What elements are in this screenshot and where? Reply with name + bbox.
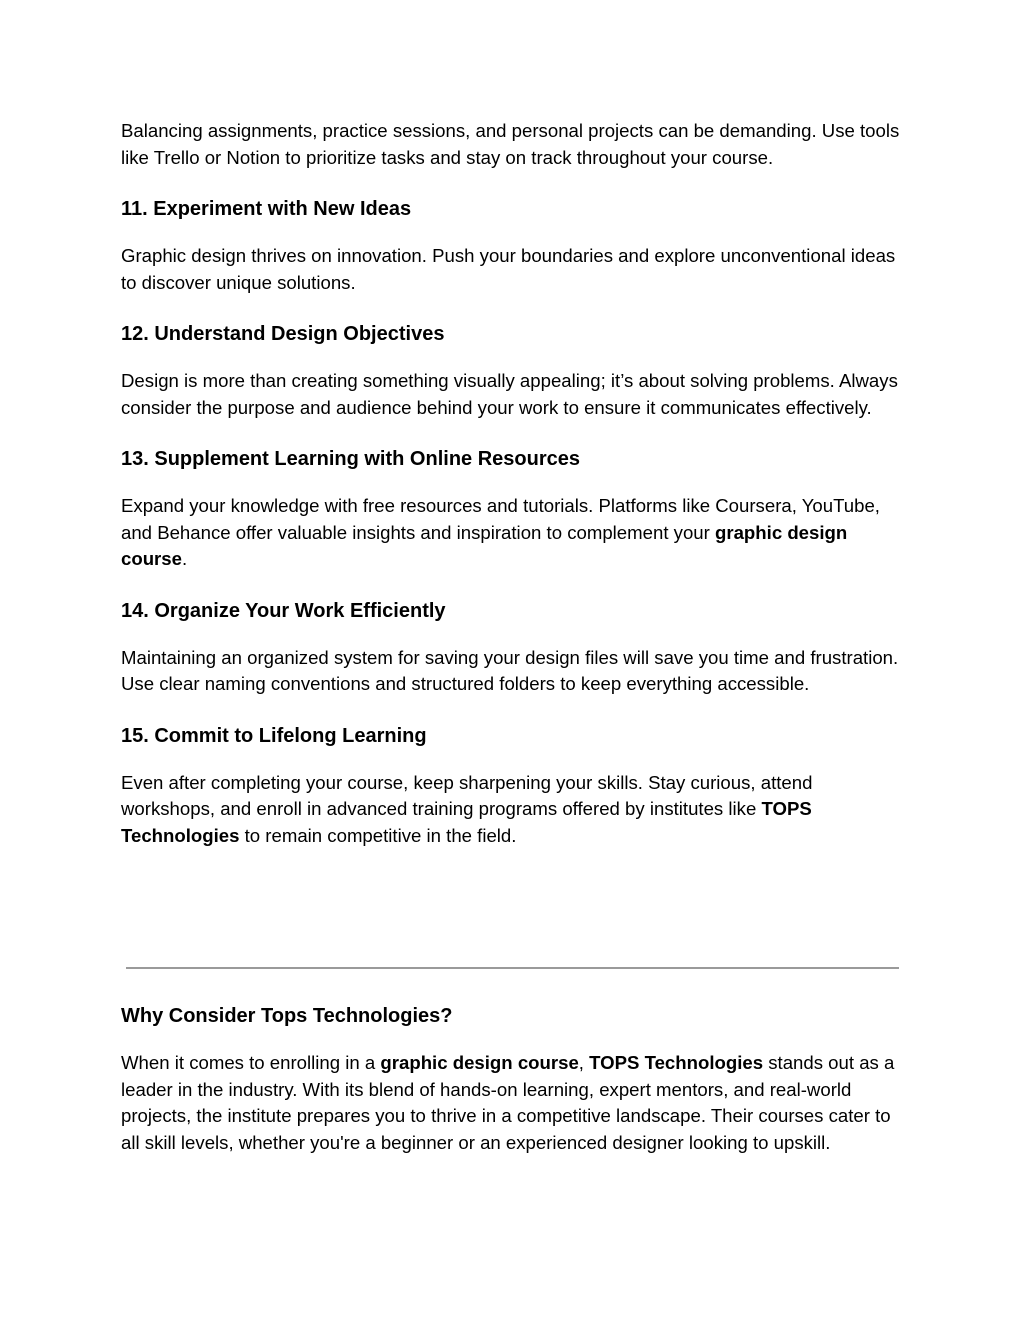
document-body <box>121 118 911 849</box>
graphic-design-course-bold: graphic design course <box>121 521 848 569</box>
why-bold-tops: TOPS Technologies <box>589 1052 764 1073</box>
why-bold-course: graphic design course <box>380 1052 579 1073</box>
why-text-2: , <box>578 1052 590 1073</box>
horizontal-divider <box>126 967 899 969</box>
tip-11-heading: 11. Experiment with New Ideas <box>121 198 412 220</box>
tip-13-text: Expand your knowledge with free resources and tutorials. Platforms like Coursera, YouTube, and Behance offer valuable insights and inspiration to complement your <box>121 495 880 543</box>
tip-13-heading: 13. Supplement Learning with Online Resources <box>121 448 580 470</box>
why-text-3: stands out as a leader in the industry. With its blend of hands-on learning, expert mentors, and real-world projects, the institute prepares you to thrive in a competitive landscape. Their courses cater to all skill levels, whether you're a beginner or an experienced designer looking to upskill. <box>121 1052 895 1153</box>
tip-13-text-end: . <box>181 548 188 569</box>
tip-15-text: Even after completing your course, keep sharpening your skills. Stay curious, attend workshops, and enroll in advanced training programs offered by institutes like <box>121 771 813 819</box>
tip-12-paragraph: Design is more than creating something visually appealing; it’s about solving problems. Always consider the purpose and audience behind your work to ensure it communicates effectively. <box>121 370 898 418</box>
why-heading: Why Consider Tops Technologies? <box>121 1005 453 1027</box>
intro-paragraph: Balancing assignments, practice sessions, and personal projects can be demanding. Use tools like Trello or Notion to prioritize tasks and stay on track throughout your course. <box>121 120 900 168</box>
tops-technologies-bold: TOPS Technologies <box>121 798 812 846</box>
tip-15-text-end: to remain competitive in the field. <box>239 824 517 846</box>
why-paragraph <box>121 1050 911 1156</box>
why-text-1: When it comes to enrolling in a <box>121 1052 381 1073</box>
why-section <box>121 1003 911 1156</box>
tip-15-heading: 15. Commit to Lifelong Learning <box>121 724 427 747</box>
tip-14-heading: 14. Organize Your Work Efficiently <box>121 599 446 622</box>
tip-13-paragraph <box>121 493 911 573</box>
tip-11-paragraph: Graphic design thrives on innovation. Push your boundaries and explore unconventional ideas to discover unique solutions. <box>121 245 896 293</box>
tip-15-paragraph <box>121 770 911 850</box>
tip-14-paragraph: Maintaining an organized system for saving your design files will save you time and frustration. Use clear naming conventions and structured folders to keep everything accessible. <box>121 646 899 694</box>
tip-12-heading: 12. Understand Design Objectives <box>121 323 445 345</box>
